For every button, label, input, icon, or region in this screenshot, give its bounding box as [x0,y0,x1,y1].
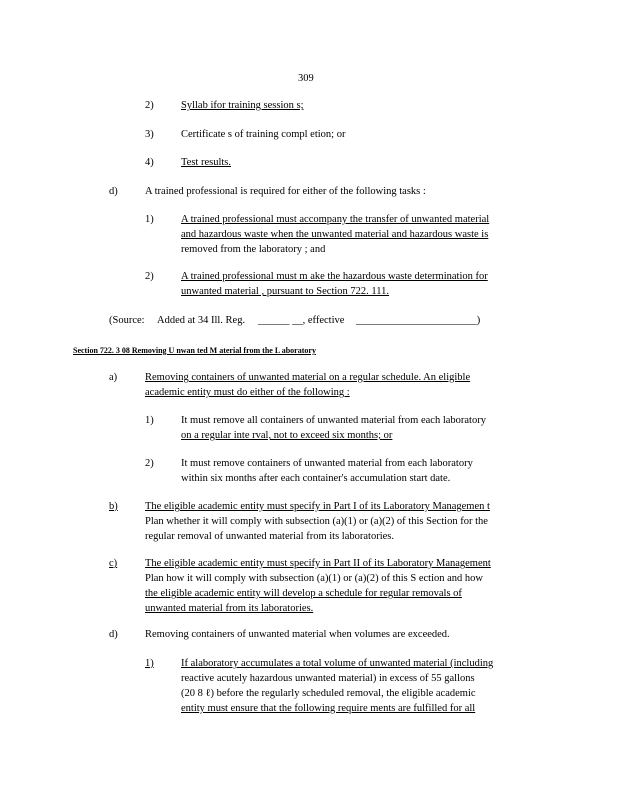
subsection-line: Plan how it will comply with subsection (a)(1) or (a)(2) of this S ection and how [145,573,483,584]
item-number: 3) [145,129,154,140]
subsection-line: Removing containers of unwanted material on a regular schedule. An eligible [145,372,471,383]
item-text: Syllab ifor training session s; [181,100,304,111]
subsection-line: academic entity must do either of the following : [145,387,350,398]
subsection-number: d) [109,629,118,640]
subsection-text: Removing containers of unwanted material when volumes are exceeded. [145,629,450,640]
item-line: within six months after each container's accumulation start date. [181,473,451,484]
subsection-line: regular removal of unwanted material from its laboratories. [145,531,394,542]
item-text: Certificate s of training compl etion; or [181,129,346,140]
section-heading: Section 722. 3 08 Removing U nwan ted M aterial from the L aboratory [73,346,316,355]
subsection-line: unwanted material from its laboratories. [145,603,314,614]
item-line: A trained professional must accompany the transfer of unwanted material [181,214,490,225]
item-line: on a regular inte rval, not to exceed six months; or [181,430,393,441]
source-prefix: (Source: [109,315,145,326]
item-line: A trained professional must m ake the hazardous waste determination for [181,271,488,282]
item-line: It must remove containers of unwanted material from each laboratory [181,458,473,469]
item-line: reactive acutely hazardous unwanted material) in excess of 55 gallons [181,673,475,684]
item-number: 1) [145,214,154,225]
item-number: 4) [145,157,154,168]
page-number: 309 [298,73,314,84]
item-text: Test results. [181,157,232,168]
item-line: removed from the laboratory ; and [181,244,326,255]
source-blank: ______ __, effective [258,315,345,326]
item-text: A trained professional is required for either of the following tasks : [145,186,426,197]
source-added: Added at 34 Ill. Reg. [157,315,246,326]
item-number: 2) [145,100,154,111]
subsection-line: The eligible academic entity must specify in Part I of its Laboratory Managemen t [145,501,490,512]
subsection-line: Plan whether it will comply with subsection (a)(1) or (a)(2) of this Section for the [145,516,488,527]
item-number: 2) [145,458,154,469]
item-line: entity must ensure that the following require ments are fulfilled for all [181,703,476,714]
subsection-number: c) [109,558,118,569]
subsection-line: The eligible academic entity must specify in Part II of its Laboratory Management [145,558,491,569]
subsection-line: the eligible academic entity will develop a schedule for regular removals of [145,588,462,599]
item-number: 1) [145,658,154,669]
subsection-number: a) [109,372,118,383]
item-number: 2) [145,271,154,282]
item-number: d) [109,186,118,197]
item-line: If alaboratory accumulates a total volume of unwanted material (including [181,658,494,669]
subsection-number: b) [109,501,118,512]
item-line: It must remove all containers of unwanted material from each laboratory [181,415,486,426]
item-line: and hazardous waste when the unwanted material and hazardous waste is [181,229,489,240]
item-line: (20 8 ℓ) before the regularly scheduled removal, the eligible academic [181,688,476,699]
source-blank: _______________________) [356,315,481,326]
item-number: 1) [145,415,154,426]
item-line: unwanted material , pursuant to Section 722. 111. [181,286,390,297]
